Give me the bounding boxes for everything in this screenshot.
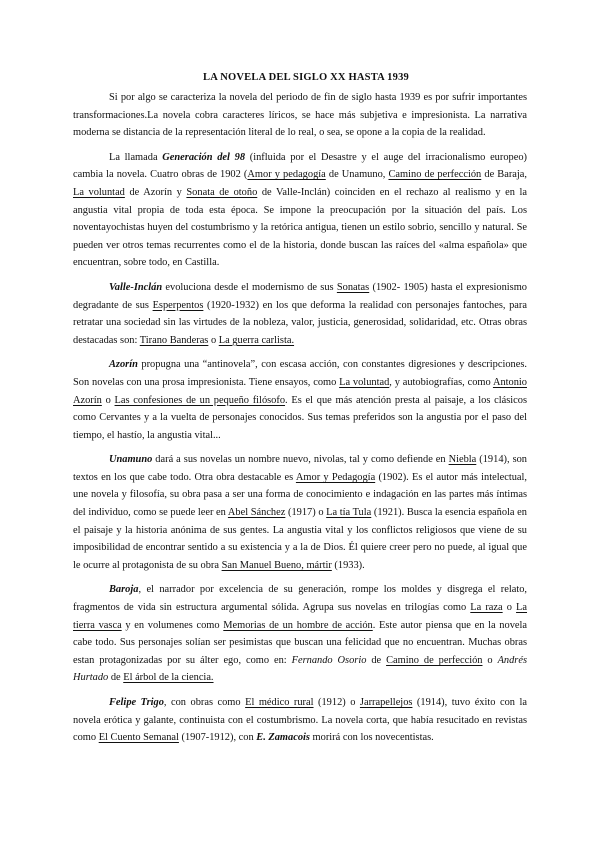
text-run: o [482, 654, 498, 666]
author-name: Felipe Trigo [109, 697, 164, 708]
character-name: Fernando Osorio [291, 654, 367, 666]
author-name: Baroja [109, 584, 139, 596]
work-title: El Cuento Semanal [98, 732, 179, 744]
work-title: El médico rural [245, 697, 314, 708]
paragraph [73, 694, 527, 747]
text-run: , con obras como [163, 697, 246, 708]
author-name: Unamuno [109, 454, 153, 466]
paragraph [73, 149, 527, 272]
text-run: (1914), son textos en los que cabe todo. Otra obra destacable es [73, 454, 527, 483]
work-title: La guerra carlista. [218, 334, 295, 346]
document-body [73, 89, 527, 747]
text-run: (1933). [331, 559, 365, 571]
text-run: propugna una “antinovela”, con escasa acción, con constantes digresiones y descripciones. Son novelas con una prosa impresionista. Tiene ensayos, como [73, 359, 527, 388]
text-run: y en volumenes como [121, 619, 224, 631]
text-run: (1902- 1905) hasta el expresionismo degradante de sus [73, 281, 527, 311]
text-run: de Baraja, [481, 169, 528, 181]
work-title: La tía Tula [326, 507, 372, 519]
paragraph [73, 279, 527, 349]
paragraph [73, 356, 527, 444]
text-run: morirá con los novecentistas. [309, 732, 434, 744]
work-title: Niebla [448, 454, 477, 466]
text-run: (1920-1932) en los que deforma la realidad con personajes fantoches, para retratar una sociedad sin las virtudes de la nobleza, valor, justicia, generosidad, solidaridad, etc. Otras obras destacadas son: [73, 299, 527, 346]
text-run: (1914), tuvo éxito con la novela erótica y galante, continuista con el costumbrismo. La novela corta, que había resucitado en revistas como [73, 697, 527, 744]
work-title: Sonata de otoño [186, 186, 258, 198]
text-run: o [101, 394, 115, 406]
text-run: dará a sus novelas un nombre nuevo, nivolas, tal y como defiende en [152, 454, 449, 466]
text-run: , y autobiografías, como [389, 376, 493, 388]
work-title: Amor y Pedagogía [295, 471, 376, 483]
text-run: (1902). Es el autor más intelectual, une novela y filosofía, su obra pasa a ser una forma de conocimiento e indagación en las partes más íntimas del individuo, como se puede leer en [73, 471, 527, 519]
text-run: La llamada [109, 151, 163, 163]
work-title: Camino de perfección [388, 169, 482, 181]
paragraph [73, 581, 527, 687]
character-name: Andrés Hurtado [73, 654, 527, 684]
paragraph [73, 451, 527, 574]
author-name: E. Zamacois [256, 732, 310, 744]
text-run: Si por algo se caracteriza la novela del periodo de fin de siglo hasta 1939 es por sufrir importantes transformaciones.La novela cobra caracteres líricos, se hace más subjetiva e impresionista. La narrativa moderna se distancia de la representación literal de lo real, o sea, se opone a la copia de la realidad. [73, 92, 527, 139]
text-run: (1907-1912), con [178, 732, 257, 744]
work-title: Sonatas [336, 281, 370, 293]
work-title: San Manuel Bueno, mártir [221, 559, 332, 571]
text-run: de Azorín y [124, 186, 187, 198]
text-run: (1912) o [313, 697, 360, 708]
work-title: La voluntad [339, 376, 390, 388]
text-run: (1921). Busca la esencia española en el paisaje y la historia anónima de sus gentes. La angustia vital y los conflictos religiosos que viene de su imposibilidad de encontrar sentido a su existencia y a la de Dios. Él quiere creer pero no puede, al igual que le ocurre al protagonista de su obra [73, 507, 527, 571]
work-title: Antonio Azorín [73, 376, 527, 406]
text-run: (1917) o [285, 507, 327, 519]
work-title: La raza [470, 602, 503, 614]
text-run: . Es el que más atención presta al paisaje, a los clásicos como Cervantes y a la vuelta de personajes conocidos. Sus temas preferidos son la angustia por el paso del tiempo, el hastío, la angustia vital... [73, 394, 527, 441]
text-run: de [366, 654, 387, 666]
document-title: LA NOVELA DEL SIGLO XX HASTA 1939 [203, 72, 409, 83]
work-title: Tirano Banderas [139, 334, 209, 346]
work-title: Camino de perfección [386, 654, 483, 666]
text-run: . Este autor piensa que en la novela cabe todo. Sus personajes solían ser pesimistas que buscan una felicidad que no encuentran. Muchas obras estan protagonizadas por su álter ego, como en: [73, 619, 528, 666]
text-run: evoluciona desde el modernismo de sus [162, 281, 337, 293]
paragraph [73, 89, 527, 142]
text-run: de Unamuno, [325, 169, 389, 181]
work-title: Abel Sánchez [227, 507, 286, 519]
work-title: Esperpentos [152, 299, 204, 311]
text-run: , el narrador por excelencia de su generación, rompe los moldes y disgrega el relato, fragmentos de vida sin estructura argumental sólida. Agrupa sus novelas en trilogías como [73, 584, 527, 614]
work-title: Jarrapellejos [359, 697, 413, 708]
text-run: (influida por el Desastre y el auge del irracionalismo europeo) cambia la novela. Cuatro obras de 1902 ( [73, 151, 527, 181]
work-title: Memorias de un hombre de acción [223, 619, 373, 631]
work-title: La tierra vasca [73, 602, 528, 631]
work-title: El árbol de la ciencia. [123, 672, 214, 684]
work-title: La voluntad [73, 186, 125, 198]
author-name: Azorín [109, 359, 138, 371]
text-run: o [502, 602, 517, 614]
work-title: Amor y pedagogía [247, 169, 326, 181]
work-title: Las confesiones de un pequeño filósofo [114, 394, 286, 406]
author-name: Generación del 98 [162, 151, 246, 163]
text-run: de [108, 672, 124, 684]
author-name: Valle-Inclán [109, 281, 163, 293]
text-run: o [208, 334, 219, 346]
text-run: de Valle-Inclán) coinciden en el rechazo al realismo y en la angustia vital propia de toda esta época. Se impone la preocupación por la situación del país. Los noventayochistas huyen del costumbrismo y la retórica antigua, tienen un estilo sobrio, sencillo y natural. Se pueden ver otros temas recurrentes como el de la historia, donde buscan las raíces del «alma española» que encuentran, sobre todo, en Castilla. [73, 186, 528, 269]
